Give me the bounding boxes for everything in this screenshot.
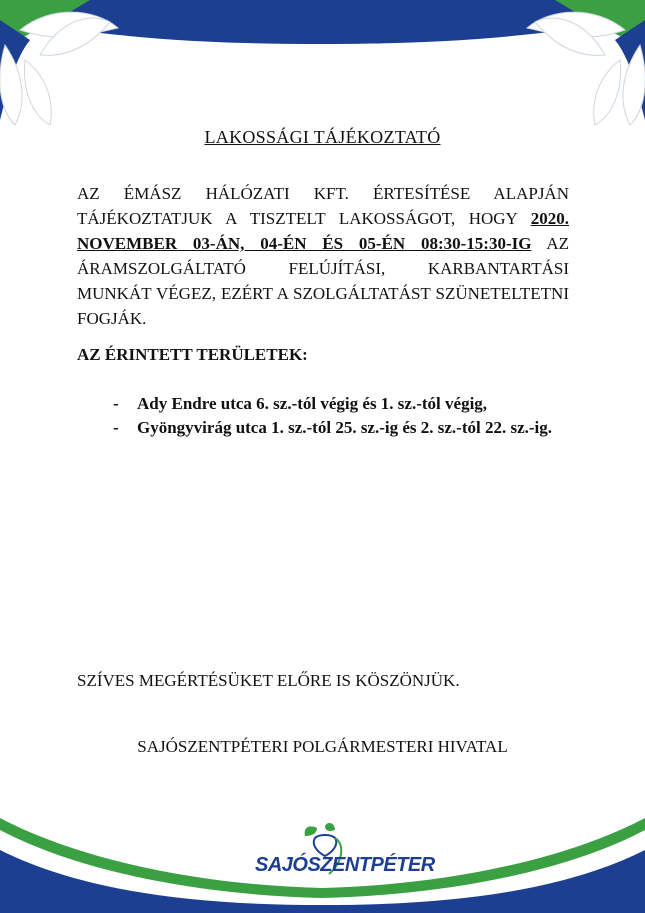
notice-rest: AZ ÁRAMSZOLGÁLTATÓ FELÚJÍTÁSI, KARBANTARTÁSI MUNKÁT VÉGEZ, EZÉRT A SZOLGÁLTATÁST SZÜNETELTETNI FOGJÁK.	[77, 234, 569, 328]
notice-intro: AZ ÉMÁSZ HÁLÓZATI KFT. ÉRTESÍTÉSE ALAPJÁN TÁJÉKOZTATJUK A TISZTELT LAKOSSÁGOT, HOGY	[77, 184, 569, 228]
list-bullet: -	[113, 418, 119, 437]
list-item-text: Gyöngyvirág utca 1. sz.-tól 25. sz.-ig és 2. sz.-tól 22. sz.-ig.	[137, 418, 553, 437]
notice-date-highlight: 2020. NOVEMBER 03-ÁN, 04-ÉN ÉS 05-ÉN 08:30-15:30-IG	[77, 209, 569, 253]
logo-text: SAJÓSZENTPÉTER	[255, 854, 435, 876]
closing-line: SZÍVES MEGÉRTÉSÜKET ELŐRE IS KÖSZÖNJÜK.	[77, 671, 460, 690]
document-title: LAKOSSÁGI TÁJÉKOZTATÓ	[204, 127, 441, 147]
areas-list	[113, 392, 573, 440]
signature: SAJÓSZENTPÉTERI POLGÁRMESTERI HIVATAL	[137, 737, 508, 756]
areas-heading: AZ ÉRINTETT TERÜLETEK:	[77, 345, 308, 364]
list-bullet: -	[113, 394, 119, 413]
list-item-text: Ady Endre utca 6. sz.-tól végig és 1. sz.-tól végig,	[137, 394, 488, 413]
list-item	[113, 416, 573, 440]
notice-paragraph	[77, 181, 569, 331]
list-item	[113, 392, 573, 416]
town-logo	[255, 822, 435, 892]
